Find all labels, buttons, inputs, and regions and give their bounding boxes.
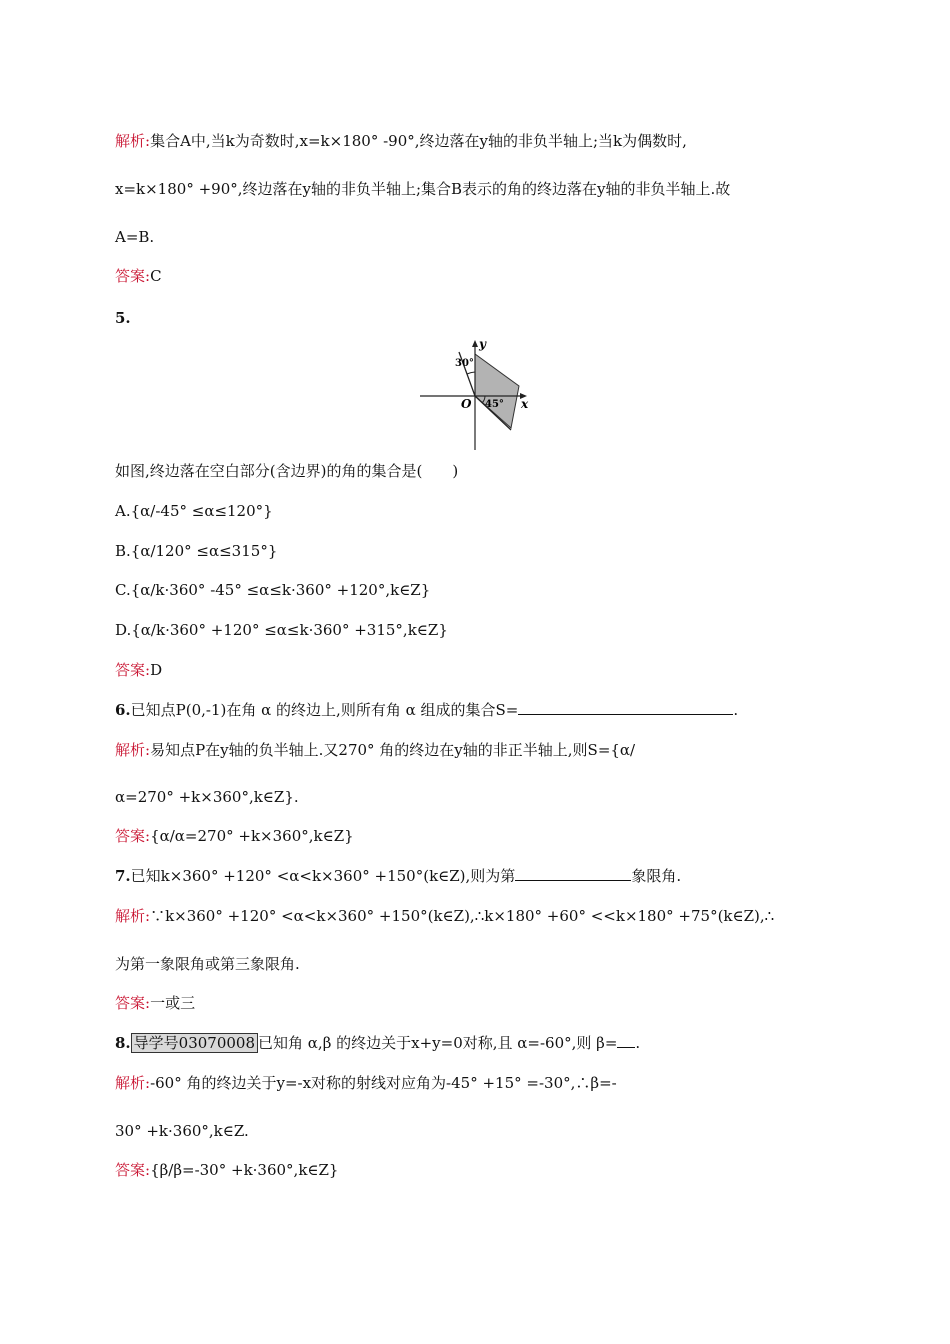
answer-text: {α/α=270° +k×360°,k∈Z} xyxy=(150,827,354,845)
question-7 xyxy=(115,866,681,886)
analysis-text: ∵k×360° +120° <α<k×360° +150°(k∈Z),∴k×180° +60° <<k×180° +75°(k∈Z),∴ xyxy=(150,907,775,925)
angle-arc-top xyxy=(467,372,475,374)
analysis-text: 为第一象限角或第三象限角. xyxy=(115,955,300,973)
answer-label: 答案: xyxy=(115,267,151,285)
question-8 xyxy=(115,1033,640,1053)
answer-line-4 xyxy=(115,266,162,286)
guide-number-tag[interactable]: 导学号03070008 xyxy=(131,1033,258,1053)
question-text: 已知角 α,β 的终边关于x+y=0对称,且 α=-60°,则 β= xyxy=(258,1034,618,1052)
analysis-text: 集合A中,当k为奇数时,x=k×180° -90°,终边落在y轴的非负半轴上;当k为偶数时, xyxy=(150,132,687,150)
line-1 xyxy=(115,131,687,151)
angle-bottom-label: 45° xyxy=(485,399,504,410)
analysis-label: 解析: xyxy=(115,1074,151,1092)
analysis-label: 解析: xyxy=(115,907,151,925)
analysis-text: -60° 角的终边关于y=-x对称的射线对应角为-45° +15° =-30°,∴β=- xyxy=(150,1074,617,1092)
line-2 xyxy=(115,179,730,199)
y-arrow xyxy=(472,340,478,347)
answer-blank xyxy=(518,700,733,715)
answer-q6 xyxy=(115,826,354,846)
q7-solution-2 xyxy=(115,954,300,974)
analysis-label: 解析: xyxy=(115,132,151,150)
angle-top-label: 30° xyxy=(455,358,474,369)
answer-q7 xyxy=(115,993,195,1013)
analysis-text: x=k×180° +90°,终边落在y轴的非负半轴上;集合B表示的角的终边落在y轴的非负半轴上.故 xyxy=(115,180,731,198)
y-label: y xyxy=(479,337,486,351)
x-label: x xyxy=(521,397,529,411)
question-6 xyxy=(115,700,738,720)
answer-label: 答案: xyxy=(115,1161,151,1179)
answer-text: D xyxy=(150,661,163,679)
answer-label: 答案: xyxy=(115,661,151,679)
answer-blank xyxy=(617,1033,635,1048)
option-d: D.{α/k·360° +120° ≤α≤k·360° +315°,k∈Z} xyxy=(115,621,448,639)
answer-text: {β/β=-30° +k·360°,k∈Z} xyxy=(150,1161,339,1179)
q7-solution-1 xyxy=(115,906,774,926)
answer-label: 答案: xyxy=(115,994,151,1012)
question-number: 7. xyxy=(115,867,131,885)
option-b: B.{α/120° ≤α≤315°} xyxy=(115,542,278,560)
answer-q5 xyxy=(115,660,162,680)
q5-figure xyxy=(415,336,535,452)
analysis-text: A=B. xyxy=(115,228,155,246)
question-end: . xyxy=(635,1034,641,1052)
analysis-text: 易知点P在y轴的负半轴上.又270° 角的终边在y轴的非正半轴上,则S={α/ xyxy=(150,741,636,759)
origin-label: O xyxy=(461,397,472,411)
option-a: A.{α/-45° ≤α≤120°} xyxy=(115,502,273,520)
option-c: C.{α/k·360° -45° ≤α≤k·360° +120°,k∈Z} xyxy=(115,581,431,599)
question-text: 已知点P(0,-1)在角 α 的终边上,则所有角 α 组成的集合S= xyxy=(130,701,519,719)
answer-label: 答案: xyxy=(115,827,151,845)
answer-q8 xyxy=(115,1160,338,1180)
q8-solution-2 xyxy=(115,1121,249,1141)
q6-solution-1 xyxy=(115,740,635,760)
question-number: 8. xyxy=(115,1034,131,1052)
answer-text: C xyxy=(150,267,162,285)
q8-solution-1 xyxy=(115,1073,617,1093)
question-end: . xyxy=(733,701,739,719)
answer-text: 一或三 xyxy=(150,994,196,1012)
line-3 xyxy=(115,227,154,247)
question-5-number: 5. xyxy=(115,309,131,327)
question-number: 6. xyxy=(115,701,131,719)
analysis-label: 解析: xyxy=(115,741,151,759)
answer-blank xyxy=(515,866,631,881)
question-text: 已知k×360° +120° <α<k×360° +150°(k∈Z),则为第 xyxy=(130,867,516,885)
question-5-text: 如图,终边落在空白部分(含边界)的角的集合是( ) xyxy=(115,462,459,480)
question-end: 象限角. xyxy=(631,867,682,885)
q6-solution-2 xyxy=(115,787,299,807)
analysis-text: α=270° +k×360°,k∈Z}. xyxy=(115,788,299,806)
analysis-text: 30° +k·360°,k∈Z. xyxy=(115,1122,249,1140)
